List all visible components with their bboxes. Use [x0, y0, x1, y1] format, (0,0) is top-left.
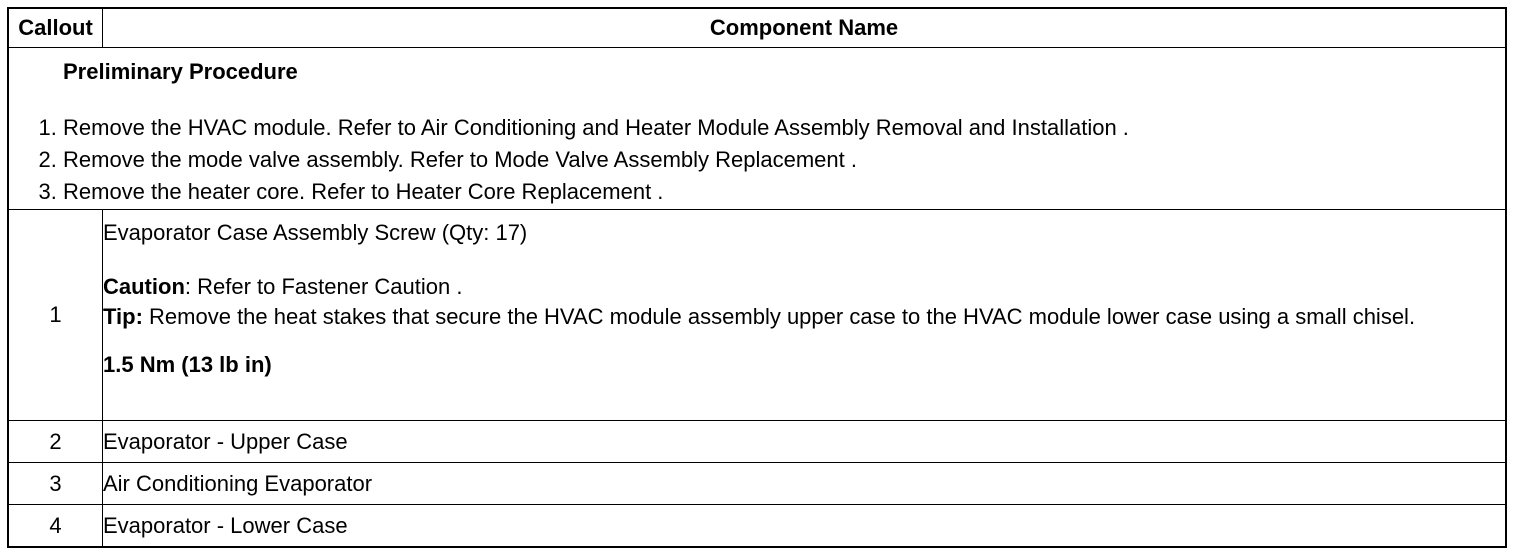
preliminary-step: 2. Remove the mode valve assembly. Refer to Mode Valve Assembly Replacement .	[63, 144, 1505, 176]
table-row	[8, 210, 1506, 421]
component-name: Evaporator - Lower Case	[103, 505, 1507, 548]
header-row	[8, 8, 1506, 48]
preliminary-step: 1. Remove the HVAC module. Refer to Air Conditioning and Heater Module Assembly Removal and Installation .	[63, 112, 1505, 144]
caution-note	[103, 272, 1505, 302]
preliminary-step: 3. Remove the heater core. Refer to Heater Core Replacement .	[63, 176, 1505, 208]
component-name: Air Conditioning Evaporator	[103, 463, 1507, 505]
caution-label: Caution	[103, 274, 185, 299]
torque-spec: 1.5 Nm (13 lb in)	[103, 352, 272, 377]
table-row	[8, 505, 1506, 548]
preliminary-procedure-cell	[8, 48, 1506, 210]
callout-number: 4	[8, 505, 103, 548]
callout-number: 1	[8, 210, 103, 421]
component-description	[103, 210, 1507, 421]
preliminary-steps-list	[9, 112, 1505, 208]
callout-number: 2	[8, 421, 103, 463]
tip-text: Remove the heat stakes that secure the HVAC module assembly upper case to the HVAC module lower case using a small chisel.	[142, 304, 1416, 329]
header-component-name: Component Name	[103, 8, 1507, 48]
tip-note	[103, 302, 1505, 332]
tip-label: Tip:	[103, 304, 143, 329]
component-name: Evaporator Case Assembly Screw (Qty: 17)	[103, 220, 528, 245]
header-callout: Callout	[8, 8, 103, 48]
caution-text: : Refer to Fastener Caution .	[184, 274, 463, 299]
table-row	[8, 463, 1506, 505]
table-row	[8, 421, 1506, 463]
component-table	[7, 7, 1507, 548]
callout-number: 3	[8, 463, 103, 505]
preliminary-row	[8, 48, 1506, 210]
component-name: Evaporator - Upper Case	[103, 421, 1507, 463]
preliminary-procedure-title: Preliminary Procedure	[63, 59, 298, 84]
